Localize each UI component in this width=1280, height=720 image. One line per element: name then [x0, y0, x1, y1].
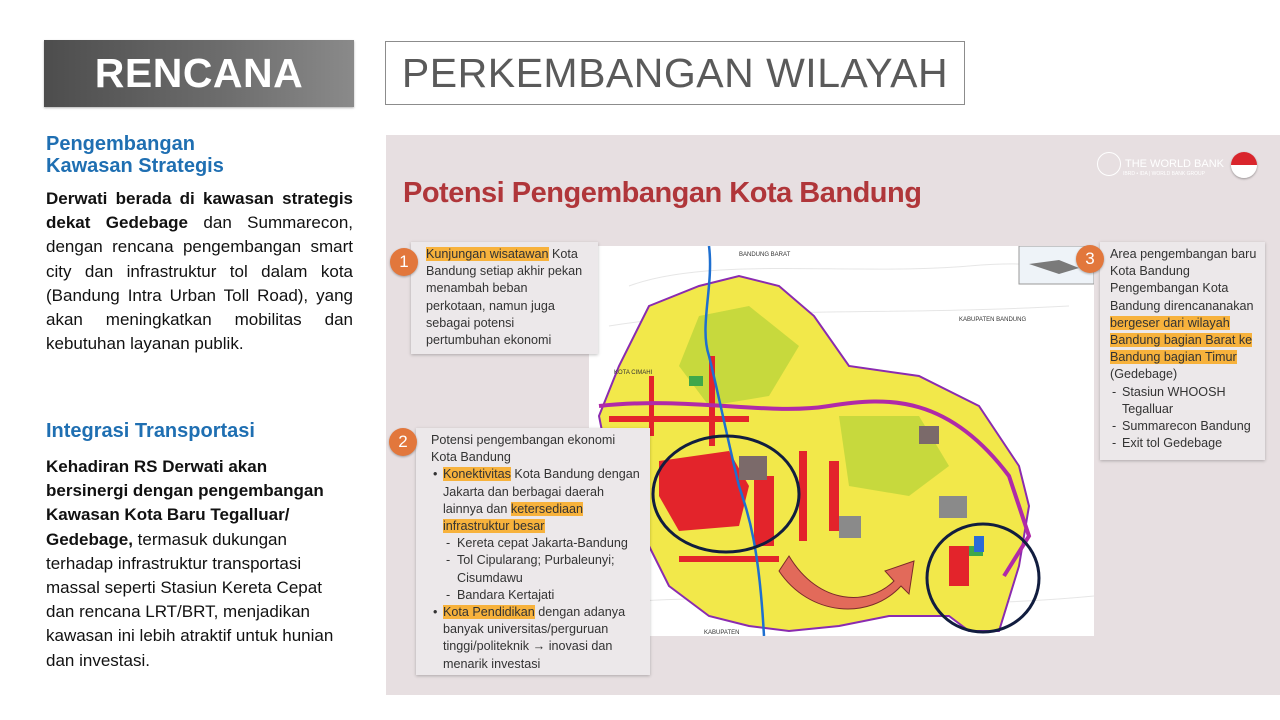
slide-title: PERKEMBANGAN WILAYAH: [401, 49, 949, 96]
heading-line: Pengembangan: [46, 133, 195, 155]
highlight-text: Konektivitas: [443, 467, 511, 482]
highlight-text: ketersediaan infrastruktur besar: [443, 501, 584, 534]
bandung-map: [589, 246, 1094, 636]
highlight-text: Kunjungan wisatawan: [426, 247, 549, 261]
bold-text: Derwati berada di kawasan strategis dekat Gedebage: [46, 189, 353, 233]
body-text: dan Summarecon, dengan rencana pengembangan smart city dan infrastruktur tol dalam kota (Bandung Intra Urban Toll Road), yang akan meningkatkan mobilitas dan kebutuhan layanan publik.: [46, 213, 353, 354]
section-title-box: [44, 40, 354, 107]
list-item: [443, 466, 642, 535]
strategic-area-paragraph: [46, 187, 353, 356]
callout-list: [431, 466, 642, 672]
panel-title: Potensi Pengembangan Kota Bandung: [403, 177, 922, 209]
map-graphic: [589, 246, 1094, 636]
number-badge-1: 1: [390, 248, 418, 276]
map-panel: [386, 135, 1280, 695]
callout-text: Kota Bandung setiap akhir pekan menambah beban perkotaan, namun juga sebagai potensi pertumbuhan ekonomi: [426, 247, 583, 348]
callout-intro: Potensi pengembangan ekonomi Kota Bandung: [431, 433, 616, 465]
transport-integration-paragraph: [46, 455, 353, 673]
heading-line: Kawasan Strategis: [46, 155, 224, 177]
callout-list: [1110, 384, 1257, 453]
list-item: - Kereta cepat Jakarta-Bandung: [443, 535, 642, 552]
slide-title-box: [385, 41, 965, 105]
list-item: - Bandara Kertajati: [443, 587, 642, 604]
logo-text: THE WORLD BANK: [1125, 158, 1225, 170]
map-label-kabupaten: KABUPATEN: [704, 630, 740, 636]
map-label-kabupaten-bandung: KABUPATEN BANDUNG: [959, 317, 1027, 323]
callout-text: (Gedebage): [1110, 367, 1178, 382]
list-item: - Summarecon Bandung: [1122, 418, 1257, 435]
callout-text: Area pengembangan baru Kota Bandung Pengembangan Kota Bandung direncananakan: [1110, 247, 1257, 313]
strategic-area-heading: [46, 133, 224, 177]
callout-2: [416, 428, 650, 675]
number-badge-3: 3: [1076, 245, 1104, 273]
callout-text: dengan adanya banyak universitas/perguruan tinggi/politeknik → inovasi dan menarik investasi: [443, 605, 626, 671]
transport-integration-heading: Integrasi Transportasi: [46, 420, 255, 442]
list-item: - Stasiun WHOOSH Tegalluar: [1122, 384, 1257, 418]
callout-1: [411, 242, 598, 354]
indonesia-flag-icon: [1231, 152, 1257, 178]
list-item: [443, 604, 642, 673]
highlight-text: Kota Pendidikan: [443, 605, 535, 620]
number-badge-2: 2: [389, 428, 417, 456]
globe-icon: [1097, 152, 1121, 176]
list-item: - Exit tol Gedebage: [1122, 435, 1257, 452]
highlight-text: bergeser dari wilayah Bandung bagian Barat ke Bandung bagian Timur: [1110, 315, 1253, 365]
logo-subtext: IBRD • IDA | WORLD BANK GROUP: [1123, 171, 1205, 177]
callout-3: [1100, 242, 1265, 460]
map-label-kota-cimahi: KOTA CIMAHI: [614, 370, 653, 376]
list-item: - Tol Cipularang; Purbaleunyi; Cisumdawu: [443, 552, 642, 586]
bold-text: Kehadiran RS Derwati akan bersinergi dengan pengembangan Kawasan Kota Baru Tegalluar/ Gedebage,: [46, 457, 324, 549]
section-title: RENCANA: [94, 50, 304, 96]
body-text: termasuk dukungan terhadap infrastruktur transportasi massal seperti Stasiun Kereta Cepat dan rencana LRT/BRT, menjadikan kawasan ini lebih atraktif untuk hunian dan investasi.: [46, 529, 334, 670]
callout-text: Kota Bandung dengan Jakarta dan berbagai daerah lainnya dan: [443, 467, 640, 516]
map-label-bandung-barat: BANDUNG BARAT: [739, 252, 791, 258]
